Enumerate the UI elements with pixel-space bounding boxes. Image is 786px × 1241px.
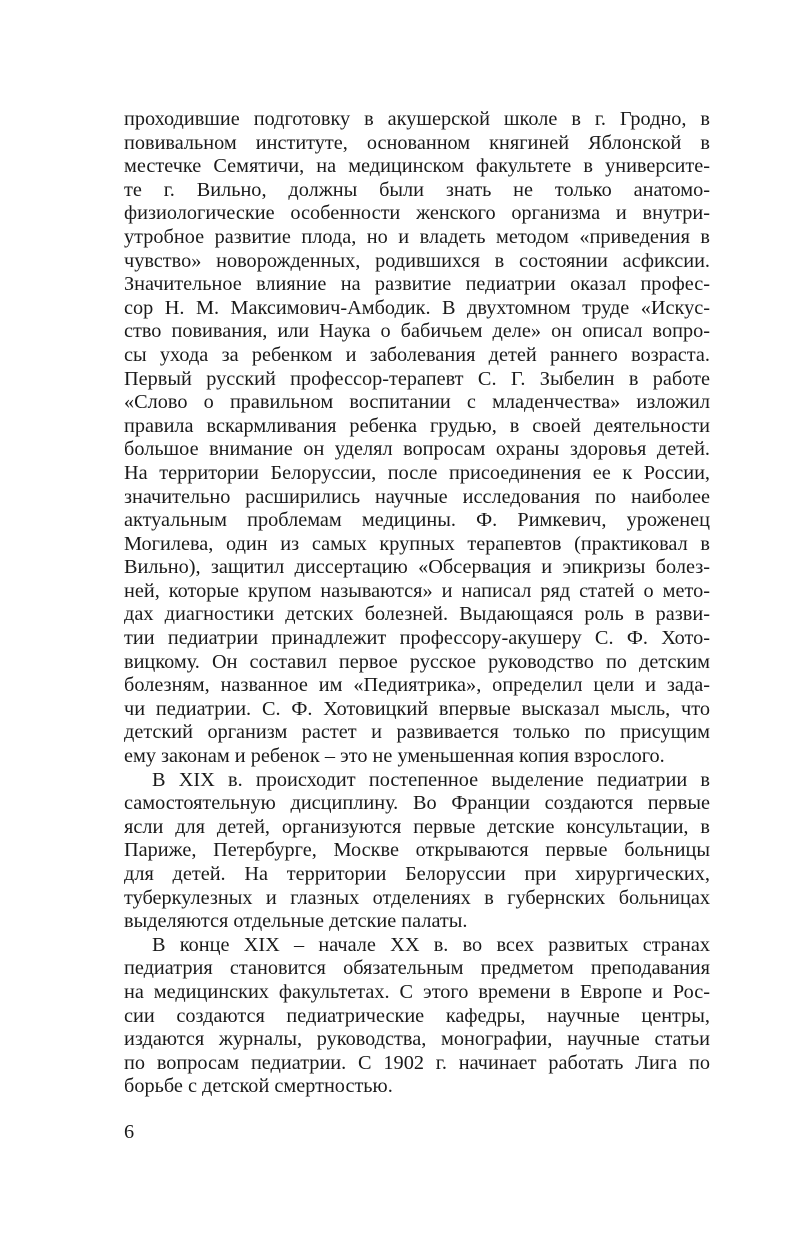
text-line: ему законам и ребенок – это не уменьшенная копия взрослого. xyxy=(124,745,665,768)
text-line: выделяются отдельные детские палаты. xyxy=(124,910,468,933)
text-line: утробное развитие плода, но и владеть методом «приведения в xyxy=(124,225,710,248)
paragraph xyxy=(124,108,710,769)
text-line: местечке Семятичи, на медицинском факультете в университе- xyxy=(124,155,710,178)
text-line: по вопросам педиатрии. С 1902 г. начинает работать Лига по xyxy=(124,1051,710,1074)
text-line: самостоятельную дисциплину. Во Франции создаются первые xyxy=(124,792,710,815)
text-line: вицкому. Он составил первое русское руководство по детским xyxy=(124,650,710,673)
text-line: физиологические особенности женского организма и внутри- xyxy=(124,202,710,225)
text-line: сы ухода за ребенком и заболевания детей раннего возраста. xyxy=(124,343,710,366)
page-body xyxy=(124,108,710,1099)
text-line: чувство» новорожденных, родившихся в состоянии асфиксии. xyxy=(124,249,710,272)
paragraph xyxy=(124,934,710,1099)
text-line: повивальном институте, основанном княгиней Яблонской в xyxy=(124,131,710,154)
text-line: борьбе с детской смертностью. xyxy=(124,1075,393,1098)
text-line: ство повивания, или Наука о бабичьем деле» он описал вопро- xyxy=(124,320,710,343)
text-line: В конце XIX – начале XX в. во всех развитых странах xyxy=(152,933,710,956)
text-line: актуальным проблемам медицины. Ф. Римкевич, уроженец xyxy=(124,509,710,532)
text-line: Могилева, один из самых крупных терапевтов (практиковал в xyxy=(124,532,710,555)
text-line: На территории Белоруссии, после присоединения ее к России, xyxy=(124,461,710,484)
paragraph xyxy=(124,769,710,934)
text-line: Вильно), защитил диссертацию «Обсервация и эпикризы болез- xyxy=(124,556,710,579)
text-line: болезням, названное им «Педиятрика», определил цели и зада- xyxy=(124,674,710,697)
text-line: те г. Вильно, должны были знать не только анатомо- xyxy=(124,178,710,201)
text-line: детский организм растет и развивается только по присущим xyxy=(124,721,710,744)
text-line: издаются журналы, руководства, монографии, научные статьи xyxy=(124,1028,710,1051)
text-line: «Слово о правильном воспитании с младенчества» изложил xyxy=(124,391,710,414)
text-line: сор Н. М. Максимович-Амбодик. В двухтомном труде «Искус- xyxy=(124,296,710,319)
text-line: на медицинских факультетах. С этого времени в Европе и Рос- xyxy=(124,980,710,1003)
text-line: значительно расширились научные исследования по наиболее xyxy=(124,485,710,508)
text-line: ясли для детей, организуются первые детские консультации, в xyxy=(124,815,710,838)
text-line: чи педиатрии. С. Ф. Хотовицкий впервые высказал мысль, что xyxy=(124,697,710,720)
text-line: ней, которые крупом называются» и написал ряд статей о мето- xyxy=(124,579,710,602)
text-line: В XIX в. происходит постепенное выделение педиатрии в xyxy=(152,768,710,791)
text-line: большое внимание он уделял вопросам охраны здоровья детей. xyxy=(124,438,710,461)
text-line: проходившие подготовку в акушерской школе в г. Гродно, в xyxy=(124,108,710,130)
text-line: дах диагностики детских болезней. Выдающаяся роль в разви- xyxy=(124,603,710,626)
text-line: тии педиатрии принадлежит профессору-акушеру С. Ф. Хото- xyxy=(124,627,710,650)
text-line: Значительное влияние на развитие педиатрии оказал профес- xyxy=(124,273,710,296)
text-line: для детей. На территории Белоруссии при хирургических, xyxy=(124,863,710,885)
text-line: правила вскармливания ребенка грудью, в своей деятельности xyxy=(124,414,710,437)
page-number: 6 xyxy=(124,1121,135,1143)
text-line: сии создаются педиатрические кафедры, научные центры, xyxy=(124,1004,710,1027)
text-line: туберкулезных и глазных отделениях в губернских больницах xyxy=(124,886,710,909)
text-line: Париже, Петербурге, Москве открываются первые больницы xyxy=(124,839,710,862)
text-line: Первый русский профессор-терапевт С. Г. Зыбелин в работе xyxy=(124,367,710,390)
text-line: педиатрия становится обязательным предметом преподавания xyxy=(124,957,710,980)
